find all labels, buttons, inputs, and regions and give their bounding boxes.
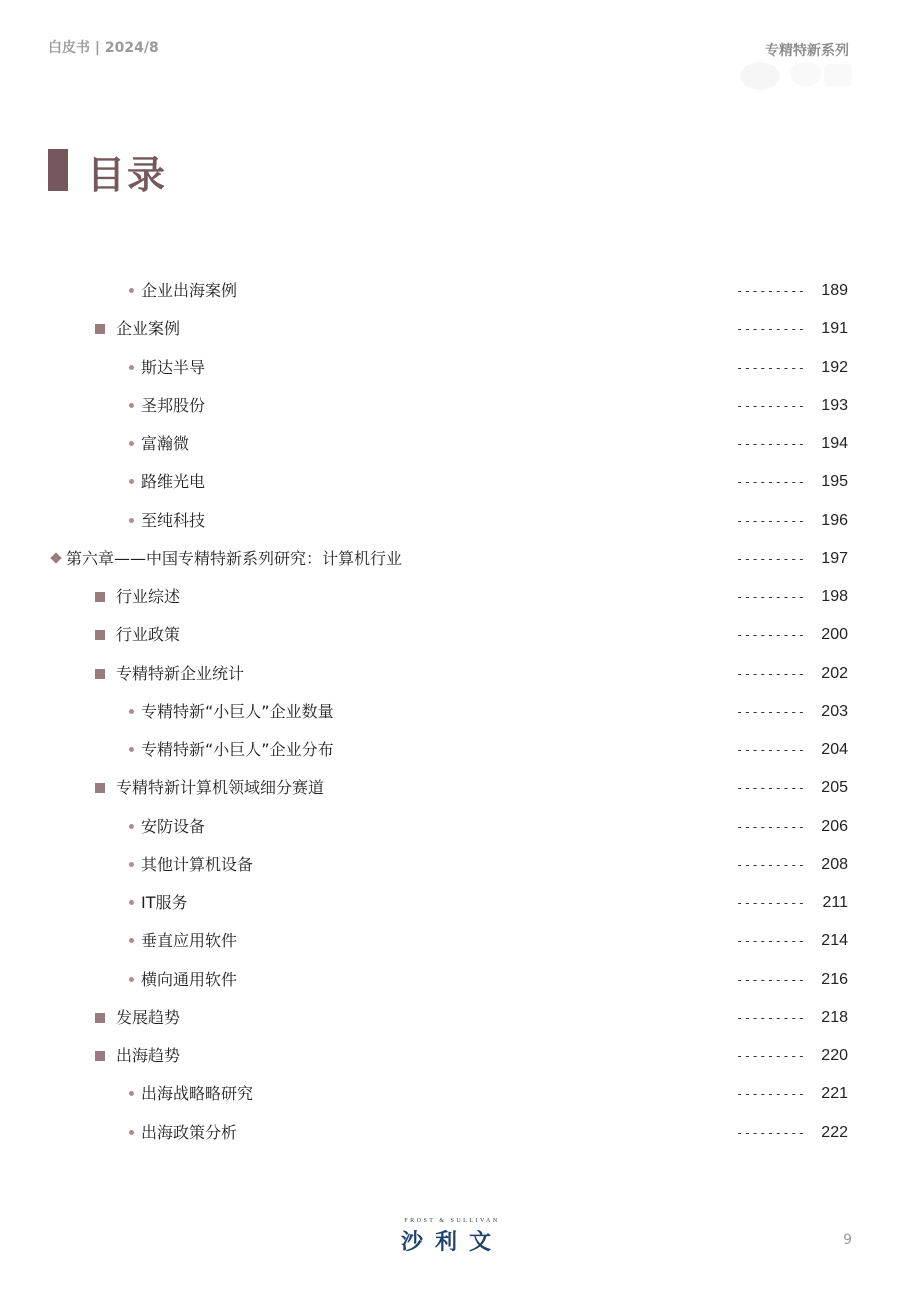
square-bullet-icon	[95, 592, 105, 602]
toc-entry[interactable]	[0, 310, 900, 348]
toc-entry[interactable]	[0, 961, 900, 999]
toc-leader-dashes: ---------	[736, 1010, 806, 1025]
toc-leader-dashes: ---------	[736, 590, 806, 604]
toc-entry-label: 路维光电	[141, 472, 206, 492]
toc-entry[interactable]	[0, 502, 900, 540]
toc-page-number: 194	[821, 435, 848, 452]
toc-leader-dashes: ---------	[736, 1087, 806, 1102]
toc-leader-dashes: ---------	[736, 398, 806, 413]
toc-page-number: 211	[822, 894, 848, 911]
dot-bullet-icon	[129, 518, 134, 523]
toc-entry[interactable]	[0, 1037, 900, 1075]
toc-page-number: 193	[821, 396, 848, 414]
dot-bullet-icon	[129, 709, 134, 714]
toc-leader-dashes: ---------	[736, 1049, 806, 1063]
dot-bullet-icon	[129, 365, 134, 370]
toc-entry-label: 行业综述	[116, 587, 181, 606]
toc-entry-label: 企业出海案例	[141, 281, 238, 300]
toc-entry-label: 专精特新“小巨人”企业数量	[141, 701, 334, 721]
toc-page-number: 208	[821, 855, 848, 873]
square-bullet-icon	[95, 630, 105, 640]
dot-bullet-icon	[129, 479, 134, 484]
square-bullet-icon	[95, 1051, 105, 1061]
toc-entry-label: 圣邦股份	[141, 395, 206, 415]
toc-entry-label: 出海趋势	[116, 1046, 181, 1065]
toc-page-number: 192	[821, 358, 848, 376]
toc-page-number: 191	[821, 320, 848, 338]
toc-entry-label: 横向通用软件	[141, 969, 238, 989]
dot-bullet-icon	[129, 900, 134, 905]
square-bullet-icon	[95, 1013, 105, 1023]
toc-entry-label: 专精特新企业统计	[116, 663, 245, 683]
header-right-text: 专精特新系列	[765, 43, 849, 59]
toc-entry[interactable]	[0, 463, 900, 501]
toc-entry[interactable]	[0, 349, 900, 387]
diamond-bullet-icon	[50, 552, 61, 563]
toc-leader-dashes: ---------	[736, 1125, 806, 1140]
dot-bullet-icon	[129, 824, 134, 829]
page-number: 9	[843, 1232, 852, 1248]
frost-sullivan-logo	[390, 1218, 514, 1255]
toc-entry[interactable]	[0, 1114, 900, 1152]
toc-leader-dashes: ---------	[736, 934, 806, 949]
toc-page-number: 203	[821, 702, 848, 720]
toc-leader-dashes: ---------	[736, 475, 806, 490]
toc-page-number: 204	[821, 741, 848, 758]
toc-entry[interactable]	[0, 769, 900, 807]
toc-page-number: 222	[821, 1123, 848, 1141]
toc-leader-dashes: ---------	[736, 360, 806, 375]
square-bullet-icon	[95, 669, 105, 679]
toc-page-number: 214	[821, 932, 848, 950]
watermark-logo	[736, 56, 856, 94]
toc-entry-label: 行业政策	[116, 625, 181, 645]
toc-page-number: 202	[821, 664, 848, 682]
toc-entry-label: 专精特新“小巨人”企业分布	[141, 740, 334, 759]
toc-page-number: 206	[821, 817, 848, 835]
toc-leader-dashes: ---------	[736, 437, 806, 451]
toc-entry-label: 富瀚微	[141, 434, 190, 453]
toc-entry-label: 出海战略略研究	[141, 1084, 254, 1104]
toc-entry[interactable]	[0, 425, 900, 463]
toc-entry-label: 企业案例	[116, 319, 181, 339]
toc-leader-dashes: ---------	[736, 322, 806, 337]
toc-entry[interactable]	[0, 655, 900, 693]
toc-entry-label: 斯达半导	[141, 357, 206, 377]
toc-entry[interactable]	[0, 808, 900, 846]
dot-bullet-icon	[129, 288, 134, 293]
dot-bullet-icon	[129, 862, 134, 867]
toc-leader-dashes: ---------	[736, 551, 806, 566]
toc-entry[interactable]	[0, 272, 900, 310]
toc-page-number: 196	[821, 511, 848, 529]
title-accent-bar	[48, 149, 68, 191]
toc-entry-label: 发展趋势	[116, 1007, 181, 1027]
toc-entry-label: 安防设备	[141, 816, 206, 836]
toc-leader-dashes: ---------	[736, 781, 806, 796]
toc-leader-dashes: ---------	[736, 704, 806, 719]
toc-leader-dashes: ---------	[736, 284, 806, 298]
toc-leader-dashes: ---------	[736, 896, 806, 910]
dot-bullet-icon	[129, 938, 134, 943]
dot-bullet-icon	[129, 441, 134, 446]
dot-bullet-icon	[129, 1130, 134, 1135]
toc-entry[interactable]	[0, 999, 900, 1037]
toc-leader-dashes: ---------	[736, 666, 806, 681]
toc-page-number: 220	[821, 1047, 848, 1064]
toc-page-number: 205	[821, 779, 848, 797]
toc-entry[interactable]	[0, 731, 900, 769]
toc-page-number: 218	[821, 1008, 848, 1026]
toc-entry[interactable]	[0, 540, 900, 578]
toc-page-number: 200	[821, 626, 848, 644]
toc-page-number: 216	[821, 970, 848, 988]
toc-entry-label: IT服务	[141, 893, 188, 912]
dot-bullet-icon	[129, 403, 134, 408]
toc-page-number: 198	[821, 588, 848, 605]
square-bullet-icon	[95, 783, 105, 793]
toc-entry[interactable]	[0, 846, 900, 884]
logo-english-text: FROST & SULLIVAN	[404, 1218, 500, 1224]
toc-leader-dashes: ---------	[736, 819, 806, 834]
toc-entry-label: 垂直应用软件	[141, 931, 238, 951]
header-left-text: 白皮书 | 2024/8	[48, 40, 159, 56]
toc-leader-dashes: ---------	[736, 972, 806, 987]
toc-page-number: 197	[821, 549, 848, 567]
toc-entry-label: 专精特新计算机领域细分赛道	[116, 778, 325, 798]
square-bullet-icon	[95, 324, 105, 334]
toc-page-number: 195	[821, 473, 848, 491]
toc-entry[interactable]	[0, 616, 900, 654]
toc-entry[interactable]	[0, 578, 900, 616]
page-title: 目录	[87, 153, 168, 197]
toc-entry[interactable]	[0, 884, 900, 922]
toc-entry[interactable]	[0, 387, 900, 425]
toc-entry-label: 第六章——中国专精特新系列研究：计算机行业	[66, 548, 403, 568]
toc-leader-dashes: ---------	[736, 513, 806, 528]
toc-entry-label: 至纯科技	[141, 510, 206, 530]
toc-page-number: 189	[821, 282, 848, 299]
dot-bullet-icon	[129, 747, 134, 752]
dot-bullet-icon	[129, 1091, 134, 1096]
toc-entry-label: 其他计算机设备	[141, 854, 254, 874]
dot-bullet-icon	[129, 977, 134, 982]
toc-leader-dashes: ---------	[736, 628, 806, 643]
table-of-contents	[0, 272, 900, 1152]
logo-chinese-text: 沙利文	[400, 1230, 503, 1255]
toc-entry[interactable]	[0, 693, 900, 731]
toc-leader-dashes: ---------	[736, 857, 806, 872]
toc-page-number: 221	[821, 1085, 848, 1103]
toc-entry[interactable]	[0, 1075, 900, 1113]
toc-entry[interactable]	[0, 922, 900, 960]
toc-entry-label: 出海政策分析	[141, 1122, 238, 1142]
toc-leader-dashes: ---------	[736, 743, 806, 757]
